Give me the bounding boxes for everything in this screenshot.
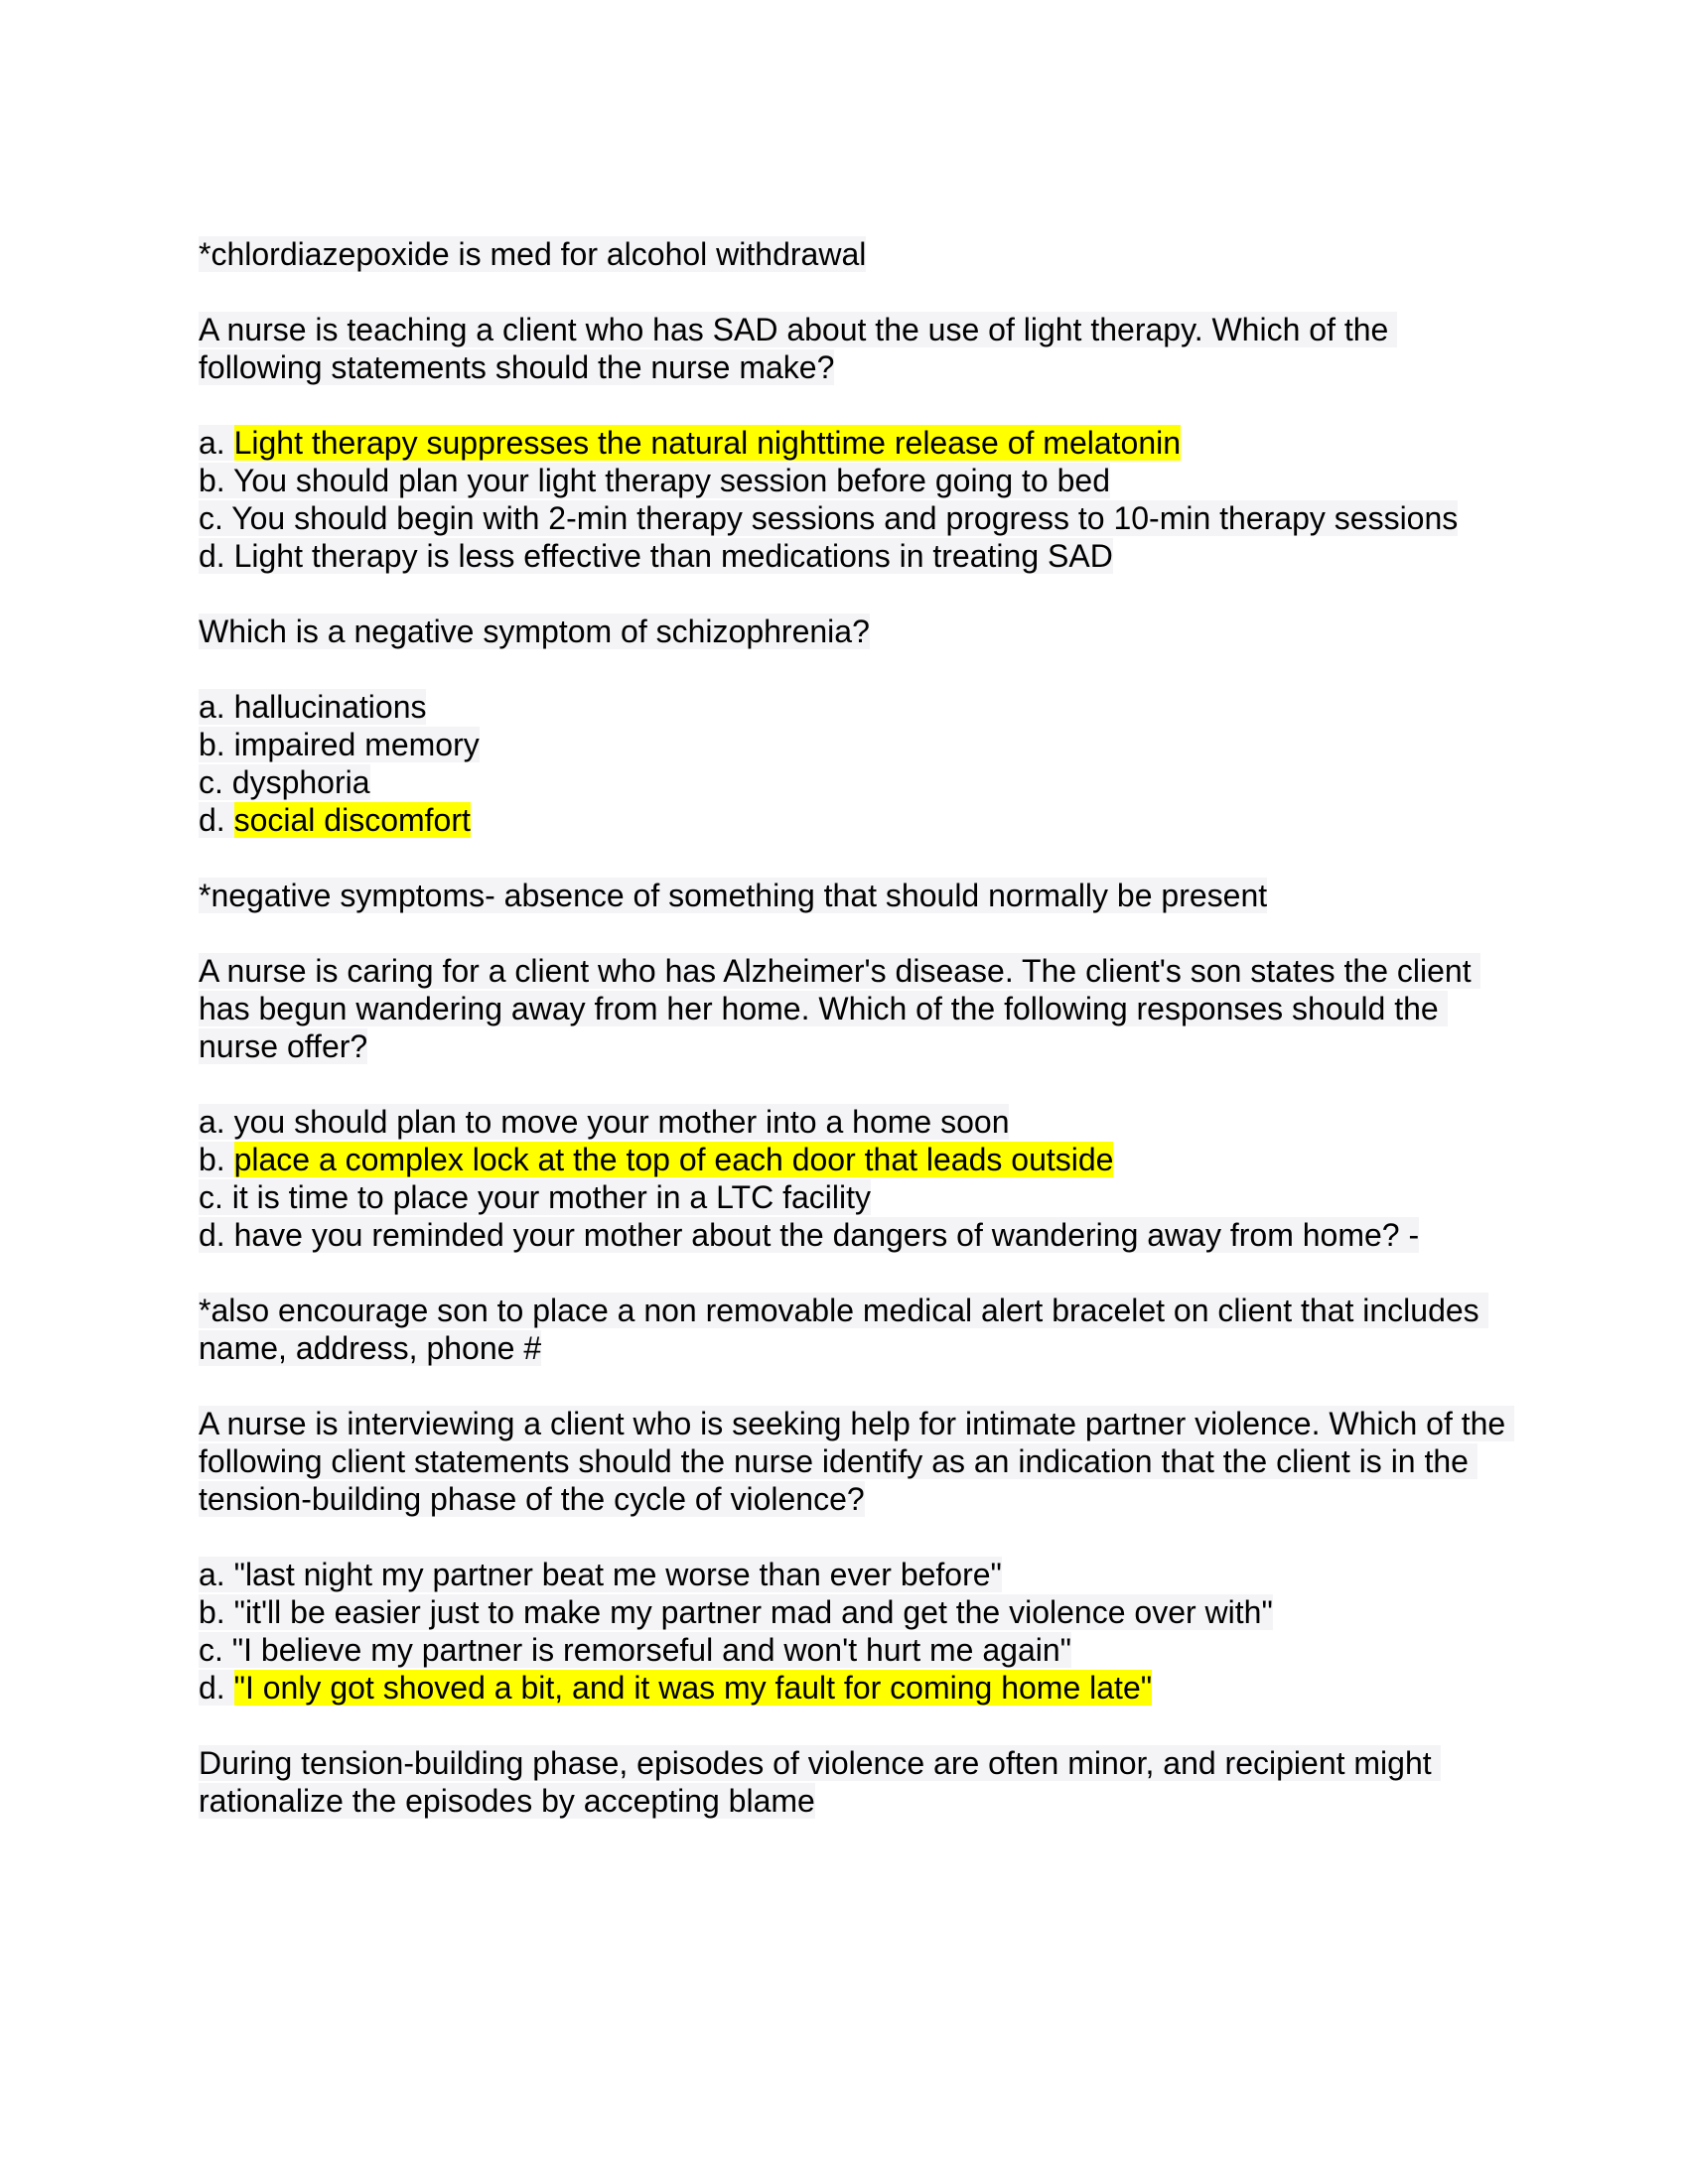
document-page xyxy=(199,235,1515,1820)
note-chlordiazepoxide: *chlordiazepoxide is med for alcohol withdrawal xyxy=(199,236,867,272)
spacer xyxy=(199,1254,1509,1292)
option-c: c. dysphoria xyxy=(199,764,370,800)
option-c: c. "I believe my partner is remorseful and won't hurt me again" xyxy=(199,1632,1071,1668)
option-a: a. hallucinations xyxy=(199,689,427,725)
note-medical-alert: *also encourage son to place a non removable medical alert bracelet on client that includes name, address, phone # xyxy=(199,1293,1488,1366)
spacer xyxy=(199,1518,1509,1556)
option-b: b. impaired memory xyxy=(199,727,480,762)
question-alzheimers: A nurse is caring for a client who has Alzheimer's disease. The client's son states the client has begun wandering away from her home. Which of the following responses should the nurse offer? xyxy=(199,953,1480,1064)
spacer xyxy=(199,1065,1509,1103)
option-c: c. You should begin with 2-min therapy sessions and progress to 10-min therapy sessions xyxy=(199,500,1459,536)
highlighted-answer: social discomfort xyxy=(233,802,471,838)
question-partner-violence: A nurse is interviewing a client who is seeking help for intimate partner violence. Which of the following client statements should the nurse identify as an indication that the client is in the tension-building phase of the cycle of violence? xyxy=(199,1406,1515,1517)
option-a: a. you should plan to move your mother into a home soon xyxy=(199,1104,1010,1140)
highlighted-answer: "I only got shoved a bit, and it was my fault for coming home late" xyxy=(233,1670,1153,1706)
spacer xyxy=(199,1367,1509,1405)
spacer xyxy=(199,839,1509,877)
spacer xyxy=(199,386,1509,424)
highlighted-answer: place a complex lock at the top of each door that leads outside xyxy=(233,1142,1114,1177)
option-d: d. Light therapy is less effective than medications in treating SAD xyxy=(199,538,1113,574)
option-d: d. have you reminded your mother about the dangers of wandering away from home? - xyxy=(199,1217,1420,1253)
spacer xyxy=(199,575,1509,613)
spacer xyxy=(199,1706,1509,1744)
note-tension-building: During tension-building phase, episodes of violence are often minor, and recipient might rationalize the episodes by accepting blame xyxy=(199,1745,1441,1819)
option-a: a. Light therapy suppresses the natural nighttime release of melatonin xyxy=(199,425,1182,461)
spacer xyxy=(199,273,1509,311)
question-light-therapy: A nurse is teaching a client who has SAD about the use of light therapy. Which of the following statements should the nurse make? xyxy=(199,312,1398,385)
spacer xyxy=(199,914,1509,952)
option-a: a. "last night my partner beat me worse than ever before" xyxy=(199,1557,1002,1592)
option-b: b. You should plan your light therapy session before going to bed xyxy=(199,463,1110,498)
option-c: c. it is time to place your mother in a LTC facility xyxy=(199,1179,871,1215)
option-b: b. place a complex lock at the top of each door that leads outside xyxy=(199,1142,1114,1177)
option-d: d. "I only got shoved a bit, and it was my fault for coming home late" xyxy=(199,1670,1153,1706)
option-b: b. "it'll be easier just to make my partner mad and get the violence over with" xyxy=(199,1594,1273,1630)
question-schizophrenia: Which is a negative symptom of schizophrenia? xyxy=(199,614,870,649)
highlighted-answer: Light therapy suppresses the natural nighttime release of melatonin xyxy=(233,425,1182,461)
spacer xyxy=(199,650,1509,688)
option-d: d. social discomfort xyxy=(199,802,471,838)
note-negative-symptoms: *negative symptoms- absence of something that should normally be present xyxy=(199,878,1268,913)
